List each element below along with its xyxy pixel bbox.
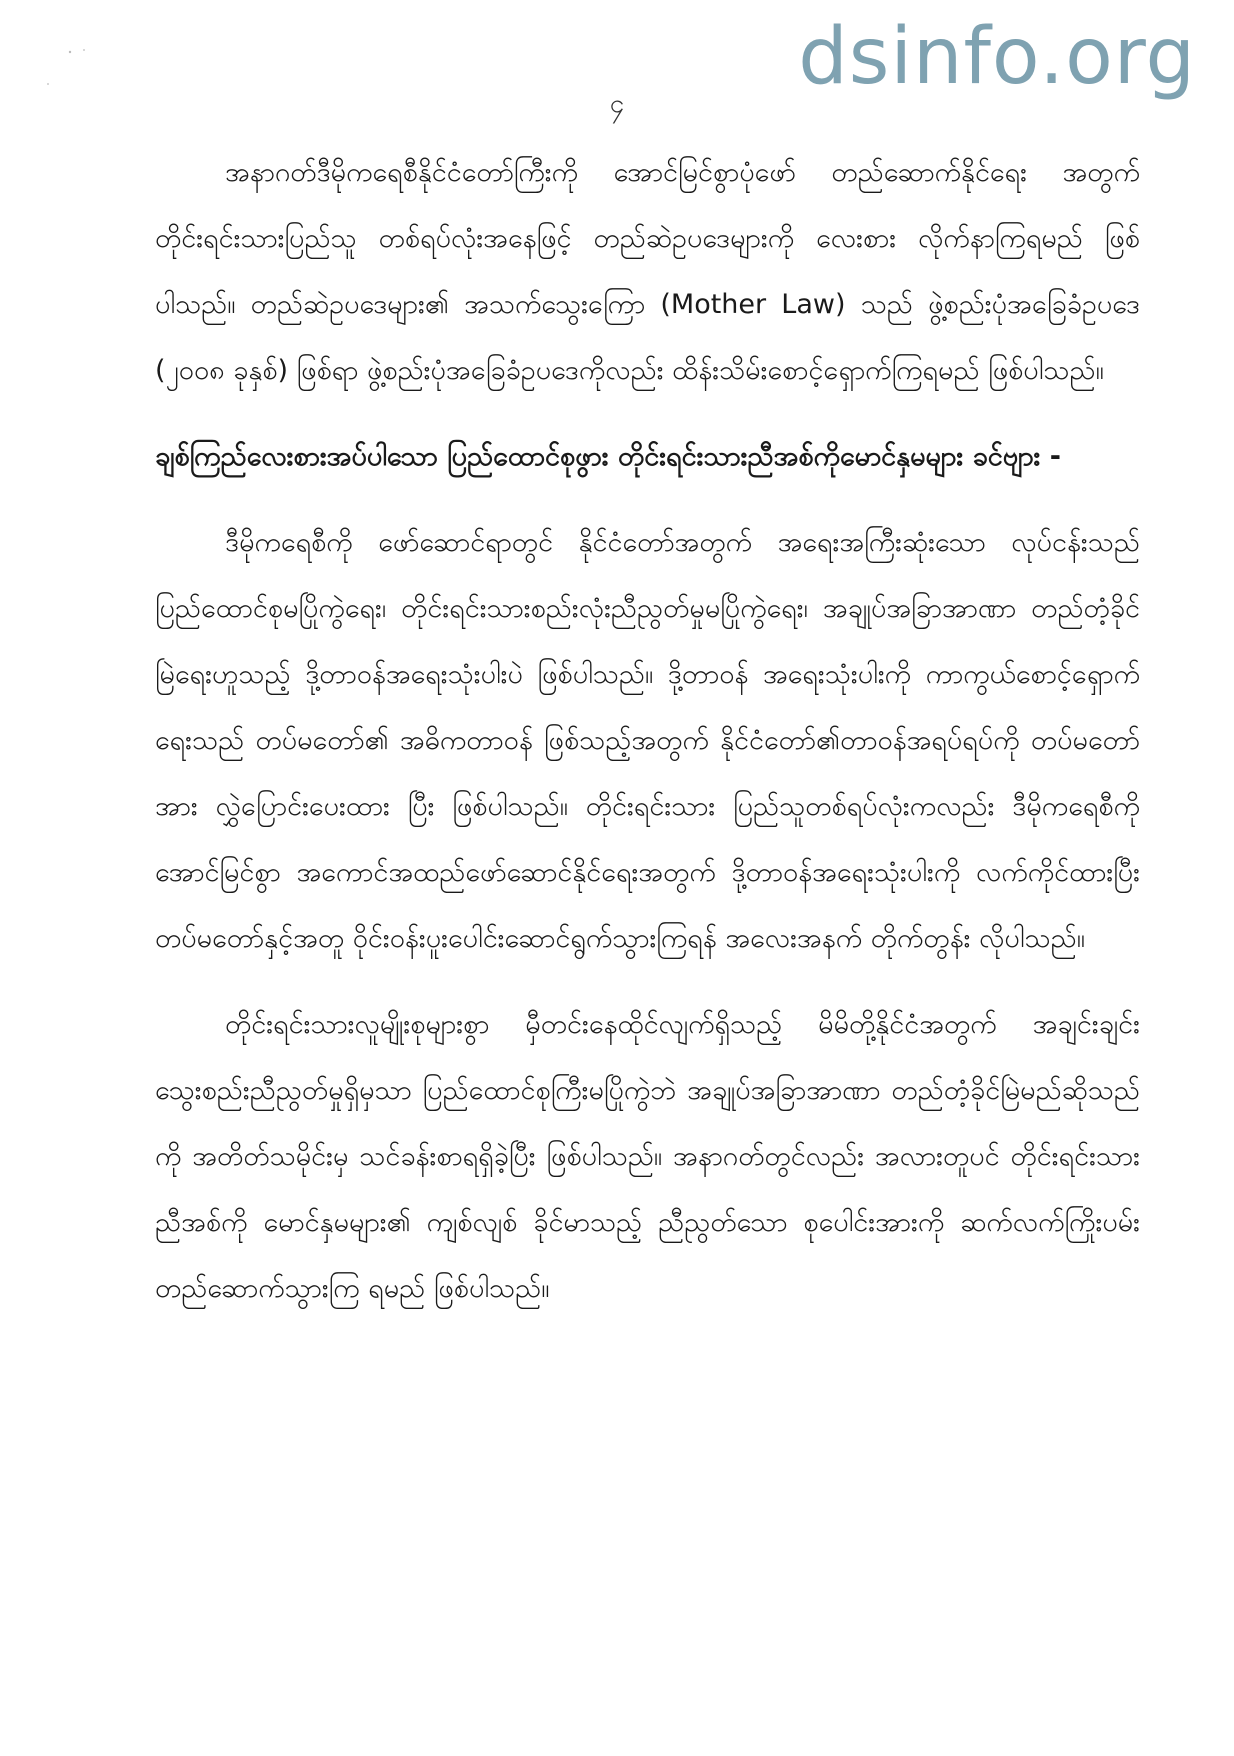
paragraph-3: တိုင်းရင်းသားလူမျိုးစုများစွာ မှီတင်းနေထိုင်လျက်ရှိသည့် မိမိတို့နိုင်ငံအတွက် အချင်းချင်း သွေးစည်းညီညွတ်မှုရှိမှသာ ပြည်ထောင်စုကြီးမပြိုကွဲဘဲ အချုပ်အခြာအာဏာ တည်တံ့ခိုင်မြဲမည်ဆိုသည်ကို အတိတ်သမိုင်းမှ သင်ခန်းစာရရှိခဲ့ပြီး ဖြစ်ပါသည်။ အနာဂတ်တွင်လည်း အလားတူပင် တိုင်းရင်းသားညီအစ်ကို မောင်နှမများ၏ ကျစ်လျစ် ခိုင်မာသည့် ညီညွတ်သော စုပေါင်းအားကို ဆက်လက်ကြိုးပမ်း တည်ဆောက်သွားကြ ရမည် ဖြစ်ပါသည်။ [155,1009,1140,1304]
scan-specks [40,48,100,88]
page-number: ၄ [609,89,625,119]
section-heading: ချစ်ကြည်လေးစားအပ်ပါသော ပြည်ထောင်စုဖွား တိုင်းရင်းသားညီအစ်ကိုမောင်နှမများ ခင်ဗျား - [155,441,1062,472]
paragraph-2: ဒီမိုကရေစီကို ဖော်ဆောင်ရာတွင် နိုင်ငံတော်အတွက် အရေးအကြီးဆုံးသော လုပ်ငန်းသည် ပြည်ထောင်စုမပြိုကွဲရေး၊ တိုင်းရင်းသားစည်းလုံးညီညွတ်မှုမပြိုကွဲရေး၊ အချုပ်အခြာအာဏာ တည်တံ့ခိုင်မြဲရေးဟူသည့် ဒို့တာဝန်အရေးသုံးပါးပဲ ဖြစ်ပါသည်။ ဒို့တာဝန် အရေးသုံးပါးကို ကာကွယ်စောင့်ရှောက်ရေးသည် တပ်မတော်၏ အဓိကတာဝန် ဖြစ်သည့်အတွက် နိုင်ငံတော်၏တာဝန်အရပ်ရပ်ကို တပ်မတော်အား လွှဲပြောင်းပေးထား ပြီး ဖြစ်ပါသည်။ တိုင်းရင်းသား ပြည်သူတစ်ရပ်လုံးကလည်း ဒီမိုကရေစီကို အောင်မြင်စွာ အကောင်အထည်ဖော်ဆောင်နိုင်ရေးအတွက် ဒို့တာဝန်အရေးသုံးပါးကို လက်ကိုင်ထားပြီး တပ်မတော်နှင့်အတူ ဝိုင်းဝန်းပူးပေါင်းဆောင်ရွက်သွားကြရန် အလေးအနက် တိုက်တွန်း လိုပါသည်။ [155,527,1140,954]
paragraph-1: အနာဂတ်ဒီမိုကရေစီနိုင်ငံတော်ကြီးကို အောင်မြင်စွာပုံဖော် တည်ဆောက်နိုင်ရေး အတွက် တိုင်းရင်းသားပြည်သူ တစ်ရပ်လုံးအနေဖြင့် တည်ဆဲဥပဒေများကို လေးစား လိုက်နာကြရမည် ဖြစ်ပါသည်။ တည်ဆဲဥပဒေများ၏ အသက်သွေးကြော (Mother Law) သည် ဖွဲ့စည်းပုံအခြေခံဥပဒေ (၂၀၀၈ ခုနှစ်) ဖြစ်ရာ ဖွဲ့စည်းပုံအခြေခံဥပဒေကိုလည်း ထိန်းသိမ်းစောင့်ရှောက်ကြရမည် ဖြစ်ပါသည်။ [155,157,1140,386]
page-body [155,140,1140,1322]
watermark-logo: dsinfo.org [798,12,1196,102]
